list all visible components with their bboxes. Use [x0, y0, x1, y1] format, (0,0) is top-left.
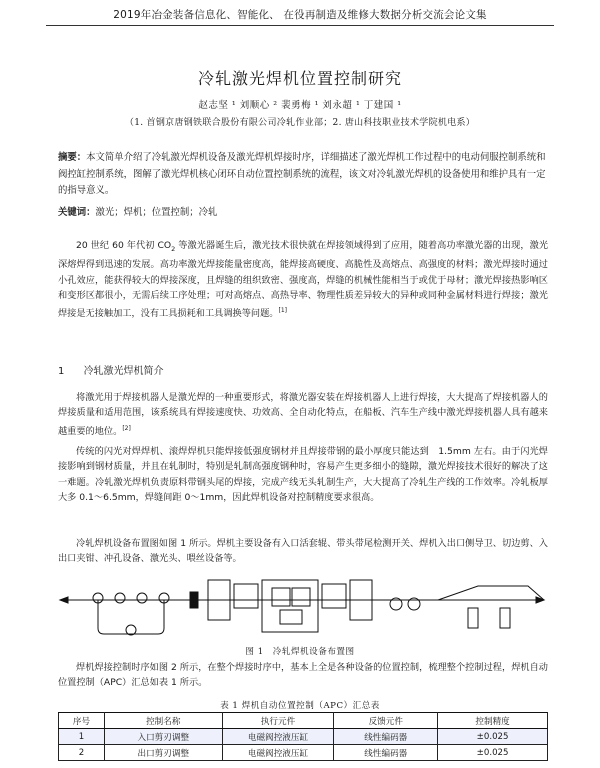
- keywords-label: 关键词：: [58, 207, 96, 218]
- entry-shear: [234, 584, 258, 608]
- clamp-unit: [272, 588, 290, 606]
- laser-head: [280, 610, 302, 624]
- cell-precision: ±0.025: [438, 745, 548, 761]
- figure-1-equipment-layout: [58, 578, 548, 648]
- looper-roll: [115, 593, 125, 603]
- header-rule: [46, 25, 554, 26]
- exit-shear: [322, 584, 346, 608]
- keywords-text: 激光；焊机；位置控制；冷轧: [95, 207, 218, 218]
- clamp-unit: [292, 588, 310, 606]
- table-row: [59, 745, 548, 761]
- entry-looper: [98, 600, 164, 634]
- intro-text-2: 等激光器诞生后，激光技术很快就在焊接领域得到了应用，随着高功率激光器的出现，激光深熔焊得到迅速的发展。高功率激光焊接能量密度高，能焊接高硬度、高脆性及高熔点、高强度的材料；激光焊接时通过小孔效应，能获得较大的焊接深度，且焊缝的组织致密、强度高，焊缝的机械性能相当于或优于母材；激光焊接热影响区和变形区都很小，无需后续工序处理；可对高熔点、高热导率、物理性质差异较大的异种或同种金属材料进行焊接；激光焊接是无接触加工，没有工具损耗和工具调换等问题。: [58, 240, 549, 320]
- apc-summary-table: [58, 712, 548, 761]
- exit-loop: [438, 586, 544, 600]
- abstract: [58, 150, 548, 200]
- arrow-right-icon: [536, 597, 544, 603]
- strip-detector: [190, 592, 198, 608]
- abstract-label: 摘要：: [58, 152, 87, 163]
- abstract-text: 本文简单介绍了冷轧激光焊机设备及激光焊机焊接时序，详细描述了激光焊机工作过程中的电动伺服控制系统和阀控缸控制系统，图解了激光焊机核心闭环自动位置控制系统的流程，该文对冷轧激光焊机的设备使用和维护具有一定的指导意义。: [58, 152, 546, 196]
- section1-paragraph-4: 焊机焊接控制时序如图 2 所示，在整个焊接时序中，基本上全是各种设备的位置控制，梳理整个控制过程，焊机自动位置控制（APC）汇总如表 1 所示。: [58, 662, 548, 689]
- s1p1-ref: [2]: [122, 424, 131, 432]
- section-number: 1: [58, 366, 65, 377]
- cell-actuator: 电磁阀控液压缸: [222, 729, 334, 745]
- intro-ref: [1]: [278, 307, 287, 315]
- cell-control-name: 出口剪刃调整: [104, 745, 222, 761]
- col-header-feedback: 反馈元件: [334, 713, 438, 729]
- paper-title: 冷轧激光焊机位置控制研究: [197, 69, 402, 88]
- section-title: 冷轧激光焊机简介: [83, 366, 164, 377]
- cell-feedback: 线性编码器: [334, 729, 438, 745]
- cell-precision: ±0.025: [438, 729, 548, 745]
- cell-index: 1: [59, 729, 105, 745]
- affiliation: （1. 首钢京唐钢铁联合股份有限公司冷轧作业部；2. 唐山科技职业技术学院机电系）: [124, 118, 476, 128]
- col-header-control-name: 控制名称: [104, 713, 222, 729]
- table-row: [59, 729, 548, 745]
- col-header-precision: 控制精度: [438, 713, 548, 729]
- author-list: 赵志坚 ¹ 刘顺心 ² 裴勇梅 ¹ 刘永超 ¹ 丁建国 ¹: [198, 100, 402, 111]
- s1p1-text: 将激光用于焊接机器人是激光焊的一种重要形式，将激光器安装在焊接机器人上进行焊接，大大提高了焊接机器人的焊接质量和适用范围，该系统具有焊接速度快、功效高、全自动化特点，在船板、汽车生产线中激光焊接机器人具有越来越重要的地位。: [58, 392, 548, 437]
- cell-actuator: 电磁阀控液压缸: [222, 745, 334, 761]
- figure-1-caption: 图 1 冷轧焊机设备布置图: [245, 647, 355, 657]
- arrow-left-icon: [60, 597, 68, 603]
- col-header-actuator: 执行元件: [222, 713, 334, 729]
- exit-stand: [500, 608, 510, 628]
- intro-text-1: 20 世纪 60 年代初 CO: [76, 240, 172, 251]
- section1-paragraph-2: 传统的闪光对焊焊机、滚焊焊机只能焊接低强度钢材并且焊接带钢的最小厚度只能达到 1.5mm 左右。由于闪光焊接影响到钢材质量，并且在轧制时，特别是轧制高强度钢种时，容易产生更多细小的缝隙，激光焊接技术很好的解决了这一难题。冷轧激光焊机负责原料带钢头尾的焊接，完成产线无头轧制生产，大大提高了冷轧生产线的工作效率。冷轧板厚大多 0.1～6.5mm，焊缝间距 0～1mm，因此焊机设备对控制精度要求很高。: [58, 446, 548, 504]
- table-1-caption: 表 1 焊机自动位置控制（APC）汇总表: [220, 701, 380, 711]
- section1-paragraph-3: 冷轧焊机设备布置图如图 1 所示。焊机主要设备有入口活套辊、带头带尾检测开关、焊机入出口侧导卫、切边剪、入出口夹钳、冲孔设备、激光头、喂丝设备等。: [58, 538, 548, 565]
- intro-subscript: 2: [171, 244, 176, 253]
- section1-paragraph-1: [58, 390, 548, 439]
- exit-stand: [468, 608, 478, 628]
- cell-index: 2: [59, 745, 105, 761]
- keywords: [58, 204, 548, 218]
- col-header-index: 序号: [59, 713, 105, 729]
- running-header: 2019年冶金装备信息化、智能化、 在役再制造及维修大数据分析交流会论文集: [113, 9, 487, 21]
- table-header-row: [59, 713, 548, 729]
- cell-control-name: 入口剪刃调整: [104, 729, 222, 745]
- intro-paragraph: [58, 238, 548, 322]
- cell-feedback: 线性编码器: [334, 745, 438, 761]
- looper-roll: [137, 593, 147, 603]
- section-heading-1: [58, 362, 164, 377]
